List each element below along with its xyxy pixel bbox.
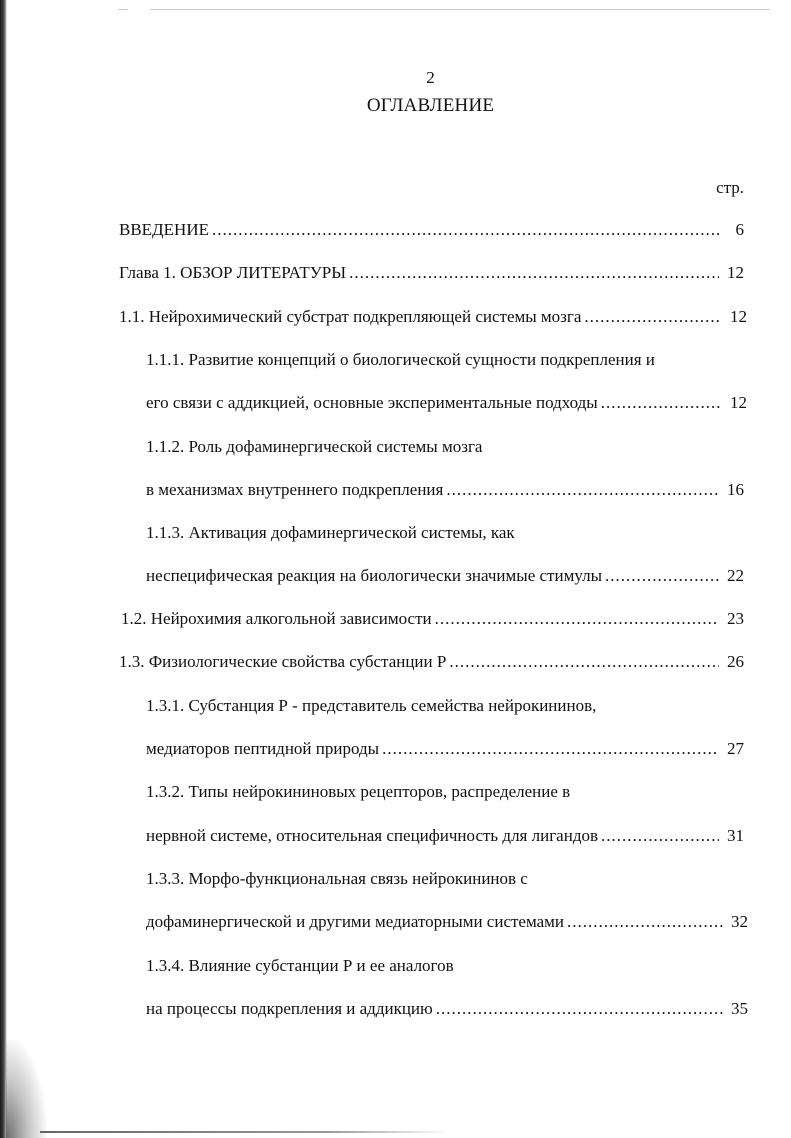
dot-leader: [449, 652, 719, 672]
toc-entry-title: в механизмах внутреннего подкрепления: [146, 480, 444, 499]
toc-entry-1-1-3[interactable]: [146, 566, 744, 590]
toc-entry-title: медиаторов пептидной природы: [146, 739, 380, 758]
pages-column-header: стр.: [716, 178, 744, 197]
dot-leader: [212, 220, 719, 240]
toc-entry-page: 12: [730, 393, 747, 412]
toc-entry-title: Глава 1. ОБЗОР ЛИТЕРАТУРЫ: [119, 263, 347, 282]
toc-entry-1-1-1[interactable]: [146, 393, 747, 417]
toc-entry-1-3-3[interactable]: [146, 912, 748, 936]
toc-entry-page: 35: [731, 999, 748, 1018]
page-title: ОГЛАВЛЕНИЕ: [366, 95, 495, 116]
toc-entry-1-3-1-line1[interactable]: 1.3.1. Субстанция Р - представитель семейства нейрокининов,: [146, 696, 597, 715]
toc-entry-title: на процессы подкрепления и аддикцию: [146, 999, 433, 1018]
scan-left-edge: [0, 0, 7, 1138]
toc-entry-1-1-3-line1[interactable]: 1.1.3. Активация дофаминергической системы, как: [146, 523, 515, 542]
toc-entry-1-1-2[interactable]: [146, 480, 744, 504]
dot-leader: [446, 480, 719, 500]
dot-leader: [567, 912, 723, 932]
page-number: 2: [426, 68, 435, 87]
toc-entry-title: ВВЕДЕНИЕ: [119, 220, 209, 239]
toc-entry-page: 26: [727, 652, 744, 671]
toc-entry-page: 23: [727, 609, 744, 628]
dot-leader: [601, 393, 722, 413]
toc-entry-introduction[interactable]: [119, 220, 744, 244]
dot-leader: [605, 566, 719, 586]
toc-entry-page: 6: [735, 220, 744, 239]
toc-entry-page: 32: [731, 912, 748, 931]
toc-entry-1-1-2-line1[interactable]: 1.1.2. Роль дофаминергической системы мозга: [146, 437, 483, 456]
scan-bottom-line: [40, 1131, 450, 1133]
toc-entry-title: неспецифическая реакция на биологически значимые стимулы: [146, 566, 602, 585]
toc-entry-title: 1.3. Физиологические свойства субстанции Р: [119, 652, 447, 671]
toc-entry-1-3-4[interactable]: [146, 999, 748, 1023]
dot-leader: [382, 739, 719, 759]
dot-leader: [349, 263, 719, 283]
dot-leader: [584, 307, 722, 327]
dot-leader: [601, 826, 719, 846]
dot-leader: [436, 999, 723, 1019]
toc-entry-page: 22: [727, 566, 744, 585]
toc-entry-1-3-1[interactable]: [146, 739, 744, 763]
toc-entry-1-3-4-line1[interactable]: 1.3.4. Влияние субстанции Р и ее аналогов: [146, 956, 454, 975]
toc-entry-title: нервной системе, относительная специфичность для лигандов: [146, 826, 598, 845]
toc-entry-page: 12: [727, 263, 744, 282]
scan-top-mark: [118, 9, 128, 10]
toc-entry-1-2[interactable]: [121, 609, 744, 633]
toc-entry-title: дофаминергической и другими медиаторными системами: [146, 912, 565, 931]
toc-entry-title: его связи с аддикцией, основные экспериментальные подходы: [146, 393, 598, 412]
toc-entry-page: 16: [727, 480, 744, 499]
scan-smudge: [6, 1040, 46, 1138]
toc-entry-1-3-3-line1[interactable]: 1.3.3. Морфо-функциональная связь нейрокининов с: [146, 869, 528, 888]
toc-entry-1-3[interactable]: [119, 652, 744, 676]
toc-entry-title: 1.2. Нейрохимия алкогольной зависимости: [121, 609, 432, 628]
toc-entry-1-1-1-line1[interactable]: 1.1.1. Развитие концепций о биологической сущности подкрепления и: [146, 350, 655, 369]
scan-top-line: [150, 9, 770, 10]
toc-entry-1-3-2[interactable]: [146, 826, 744, 850]
toc-entry-1-3-2-line1[interactable]: 1.3.2. Типы нейрокининовых рецепторов, распределение в: [146, 782, 571, 801]
toc-entry-page: 12: [730, 307, 747, 326]
toc-entry-title: 1.1. Нейрохимический субстрат подкрепляющей системы мозга: [119, 307, 582, 326]
toc-entry-1-1[interactable]: [119, 307, 747, 331]
toc-entry-page: 27: [727, 739, 744, 758]
dot-leader: [435, 609, 719, 629]
toc-entry-chapter-1[interactable]: [119, 263, 744, 287]
toc-entry-page: 31: [727, 826, 744, 845]
